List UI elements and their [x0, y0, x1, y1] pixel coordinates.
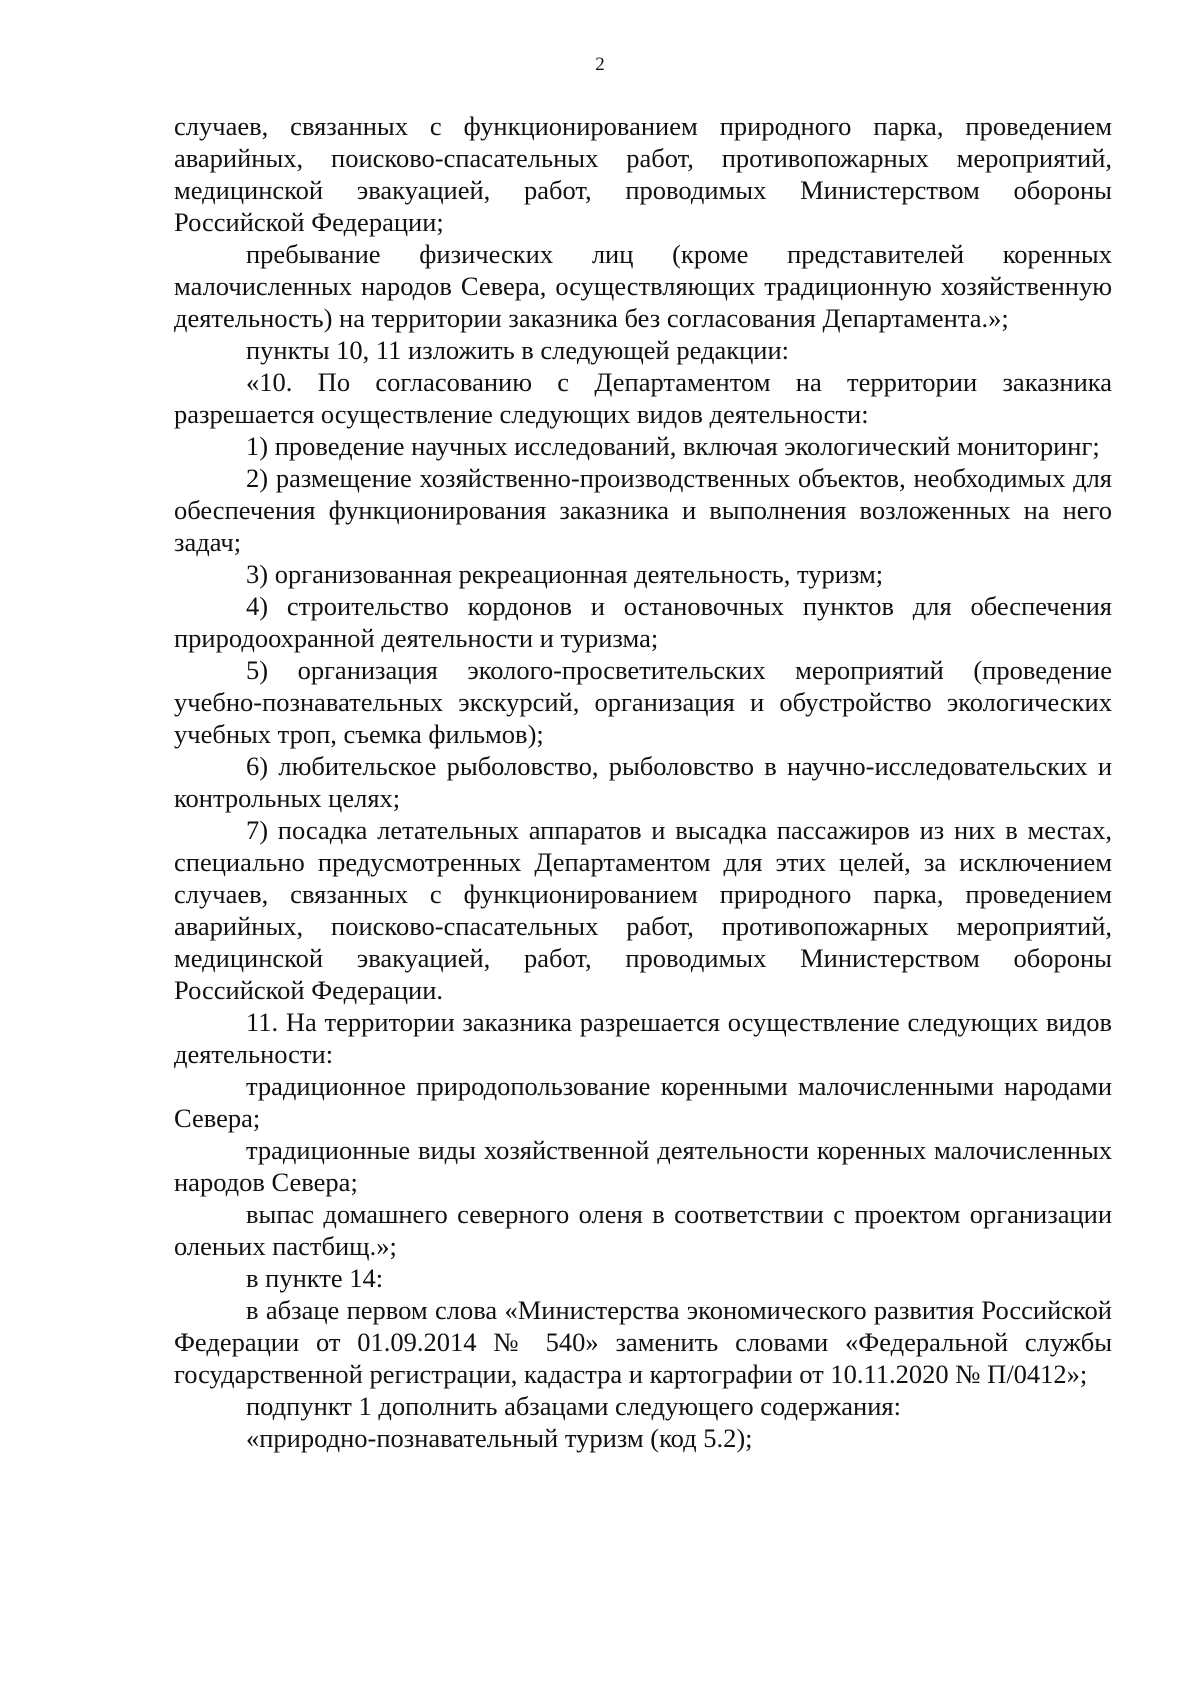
paragraph: 2) размещение хозяйственно-производственных объектов, необходимых для обеспечения функционирования заказника и выполнения возложенных на него задач; [174, 463, 1112, 557]
document-body [174, 110, 1112, 1454]
paragraph: 5) организация эколого-просветительских мероприятий (проведение учебно-познавательных экскурсий, организация и обустройство экологических учебных троп, съемка фильмов); [174, 655, 1112, 749]
paragraph: подпункт 1 дополнить абзацами следующего содержания: [246, 1391, 901, 1421]
paragraph: традиционные виды хозяйственной деятельности коренных малочисленных народов Севера; [174, 1135, 1112, 1197]
paragraph: случаев, связанных с функционированием природного парка, проведением аварийных, поисково-спасательных работ, противопожарных мероприятий, медицинской эвакуацией, работ, проводимых Министерством обороны Российской Федерации; [174, 111, 1112, 237]
paragraph: «10. По согласованию с Департаментом на территории заказника разрешается осуществление следующих видов деятельности: [174, 367, 1112, 429]
paragraph: 6) любительское рыболовство, рыболовство в научно-исследовательских и контрольных целях; [174, 751, 1112, 813]
paragraph: 1) проведение научных исследований, включая экологический мониторинг; [246, 431, 1100, 461]
paragraph: 11. На территории заказника разрешается осуществление следующих видов деятельности: [174, 1007, 1112, 1069]
paragraph: в абзаце первом слова «Министерства экономического развития Российской Федерации от 01.09.2014 № 540» заменить словами «Федеральной службы государственной регистрации, кадастра и картографии от 10.11.2020 № П/0412»; [174, 1295, 1112, 1389]
paragraph: 7) посадка летательных аппаратов и высадка пассажиров из них в местах, специально предусмотренных Департаментом для этих целей, за исключением случаев, связанных с функционированием природного парка, проведением аварийных, поисково-спасательных работ, противопожарных мероприятий, медицинской эвакуацией, работ, проводимых Министерством обороны Российской Федерации. [174, 815, 1112, 1005]
paragraph: пункты 10, 11 изложить в следующей редакции: [246, 335, 790, 365]
paragraph: традиционное природопользование коренными малочисленными народами Севера; [174, 1071, 1112, 1133]
paragraph: пребывание физических лиц (кроме представителей коренных малочисленных народов Севера, осуществляющих традиционную хозяйственную деятельность) на территории заказника без согласования Департамента.»; [174, 239, 1112, 333]
page-number: 2 [595, 54, 605, 75]
paragraph: в пункте 14: [246, 1263, 384, 1293]
paragraph: выпас домашнего северного оленя в соответствии с проектом организации оленьих пастбищ.»; [174, 1199, 1112, 1261]
paragraph: 3) организованная рекреационная деятельность, туризм; [246, 559, 884, 589]
paragraph: «природно-познавательный туризм (код 5.2); [246, 1423, 753, 1453]
paragraph: 4) строительство кордонов и остановочных пунктов для обеспечения природоохранной деятельности и туризма; [174, 591, 1112, 653]
